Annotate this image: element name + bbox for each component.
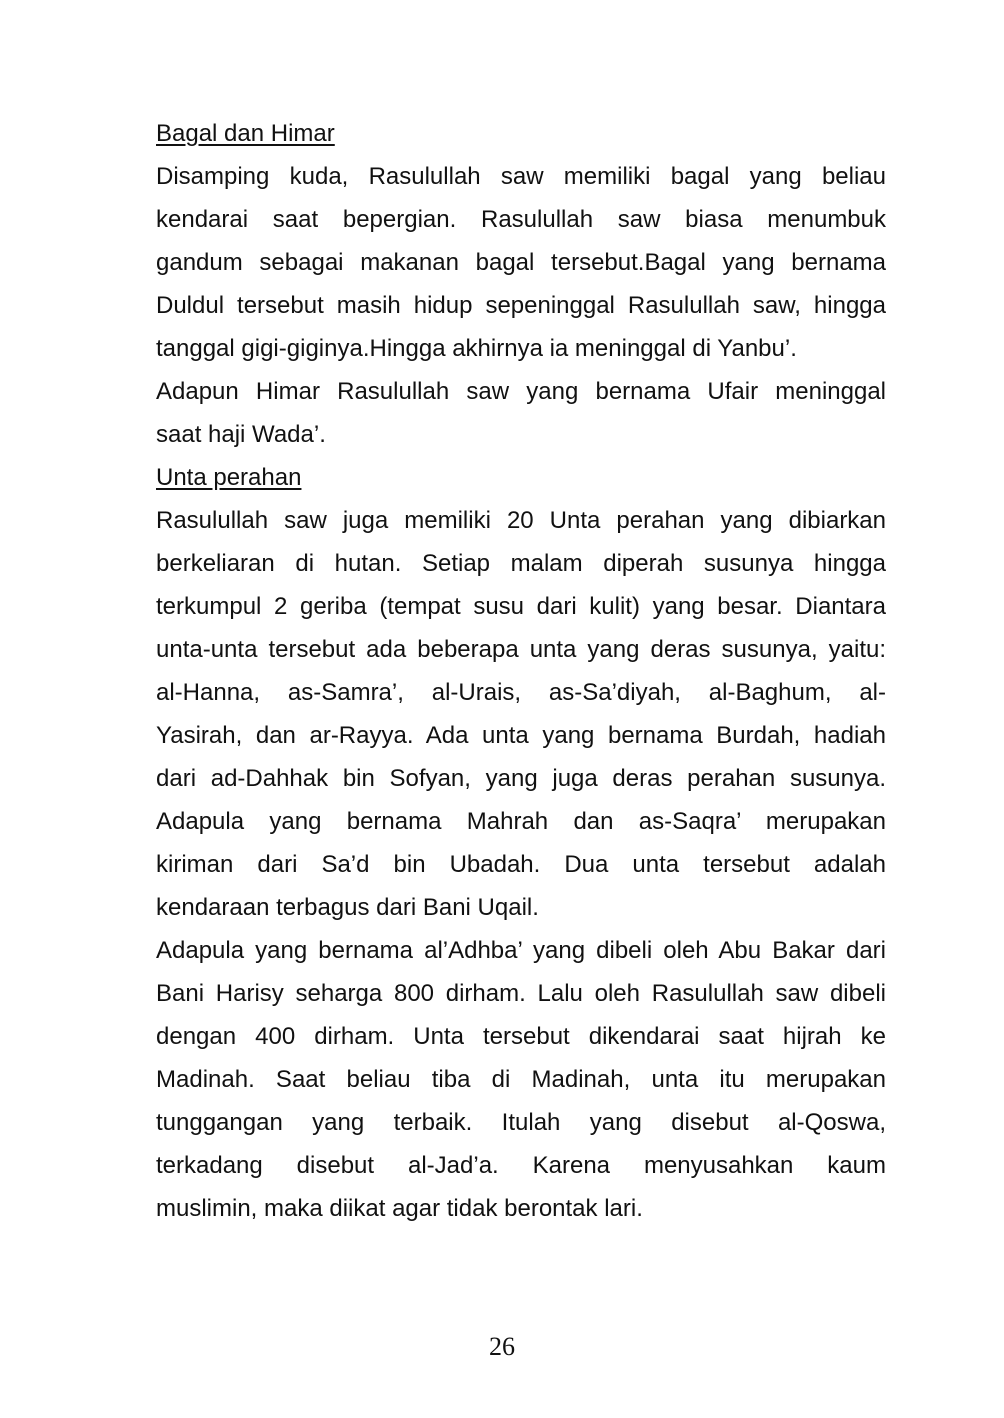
text-line: Disamping kuda, Rasulullah saw memiliki bagal yang beliau (156, 163, 886, 190)
text-line: Duldul tersebut masih hidup sepeninggal Rasulullah saw, hingga (156, 292, 886, 319)
text-line: berkeliaran di hutan. Setiap malam diperah susunya hingga (156, 550, 886, 577)
text-line: Adapula yang bernama al’Adhba’ yang dibeli oleh Abu Bakar dari (156, 937, 886, 964)
text-line: saat haji Wada’. (156, 421, 326, 448)
paragraph (156, 155, 886, 370)
text-line: al-Hanna, as-Samra’, al-Urais, as-Sa’diyah, al-Baghum, al- (156, 679, 886, 706)
document-body (156, 112, 886, 1230)
page-number: 26 (489, 1332, 515, 1361)
paragraph (156, 929, 886, 1230)
text-line: gandum sebagai makanan bagal tersebut.Bagal yang bernama (156, 249, 886, 276)
paragraph (156, 370, 886, 456)
paragraph (156, 499, 886, 929)
text-line: Rasulullah saw juga memiliki 20 Unta perahan yang dibiarkan (156, 507, 886, 534)
text-line: Yasirah, dan ar-Rayya. Ada unta yang bernama Burdah, hadiah (156, 722, 886, 749)
text-line: terkumpul 2 geriba (tempat susu dari kulit) yang besar. Diantara (156, 593, 886, 620)
text-line: kendarai saat bepergian. Rasulullah saw biasa menumbuk (156, 206, 886, 233)
text-line: tunggangan yang terbaik. Itulah yang disebut al-Qoswa, (156, 1109, 886, 1136)
text-line: Adapula yang bernama Mahrah dan as-Saqra’ merupakan (156, 808, 886, 835)
text-line: Adapun Himar Rasulullah saw yang bernama Ufair meninggal (156, 378, 886, 405)
text-line: muslimin, maka diikat agar tidak berontak lari. (156, 1195, 643, 1222)
text-line: Bani Harisy seharga 800 dirham. Lalu oleh Rasulullah saw dibeli (156, 980, 886, 1007)
text-line: dengan 400 dirham. Unta tersebut dikendarai saat hijrah ke (156, 1023, 886, 1050)
text-line: kiriman dari Sa’d bin Ubadah. Dua unta tersebut adalah (156, 851, 886, 878)
section-heading: Bagal dan Himar (156, 120, 335, 147)
text-line: kendaraan terbagus dari Bani Uqail. (156, 894, 539, 921)
text-line: tanggal gigi-giginya.Hingga akhirnya ia meninggal di Yanbu’. (156, 335, 797, 362)
section-heading: Unta perahan (156, 464, 302, 491)
text-line: terkadang disebut al-Jad’a. Karena menyusahkan kaum (156, 1152, 886, 1179)
text-line: dari ad-Dahhak bin Sofyan, yang juga deras perahan susunya. (156, 765, 886, 792)
text-line: unta-unta tersebut ada beberapa unta yang deras susunya, yaitu: (156, 636, 886, 663)
text-line: Madinah. Saat beliau tiba di Madinah, unta itu merupakan (156, 1066, 886, 1093)
